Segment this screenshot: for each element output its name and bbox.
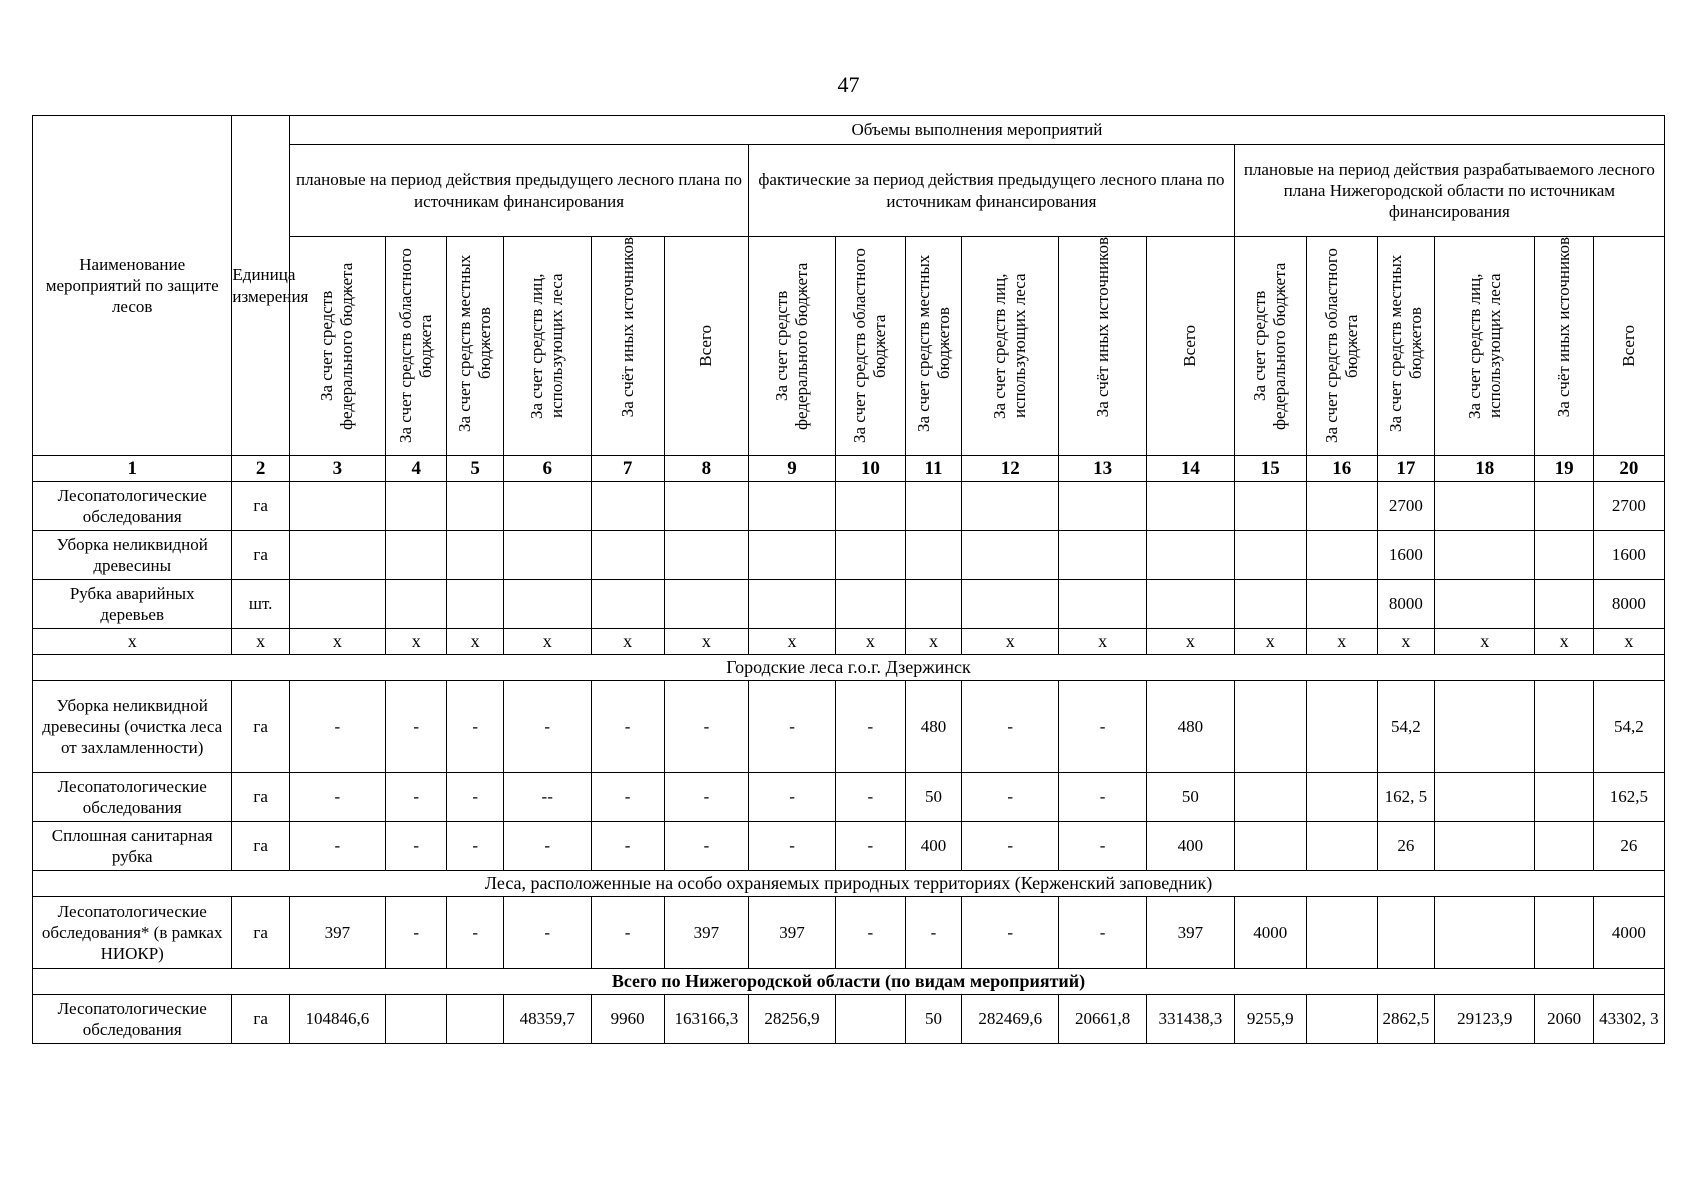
row-value: [749, 580, 836, 629]
row-value: 2060: [1535, 995, 1593, 1044]
row-name: Лесопатологические обследования: [33, 482, 232, 531]
row-value: 50: [905, 995, 961, 1044]
row-name: Уборка неликвидной древесины: [33, 531, 232, 580]
row-value: [1435, 580, 1535, 629]
row-value: 4000: [1234, 897, 1306, 969]
row-value: 480: [1146, 681, 1234, 773]
x-mark: х: [905, 629, 961, 655]
header-subcol: За счет средств федерального бюджета: [289, 237, 385, 456]
row-value: 162, 5: [1377, 773, 1434, 822]
header-unit: Единица измерения: [232, 116, 289, 456]
row-value: [835, 531, 905, 580]
row-value: [1059, 580, 1147, 629]
row-value: 29123,9: [1435, 995, 1535, 1044]
row-value: [1535, 681, 1593, 773]
row-value: [835, 995, 905, 1044]
row-value: 400: [905, 822, 961, 871]
row-value: [962, 580, 1059, 629]
row-value: [385, 531, 447, 580]
column-number: 4: [385, 456, 447, 482]
row-value: 1600: [1377, 531, 1434, 580]
column-number: 15: [1234, 456, 1306, 482]
row-value: 54,2: [1377, 681, 1434, 773]
row-value: [385, 995, 447, 1044]
x-mark: х: [962, 629, 1059, 655]
row-unit: га: [232, 482, 289, 531]
column-number: 8: [664, 456, 749, 482]
header-group-planned-prev: плановые на период действия предыдущего лесного плана по источникам финансирования: [289, 145, 748, 237]
row-value: [1435, 482, 1535, 531]
column-number: 13: [1059, 456, 1147, 482]
row-value: 2700: [1593, 482, 1664, 531]
row-value: -: [447, 897, 503, 969]
row-value: -: [289, 681, 385, 773]
row-value: 50: [905, 773, 961, 822]
column-number: 1: [33, 456, 232, 482]
header-group-actual-prev: фактические за период действия предыдущего лесного плана по источникам финансирования: [749, 145, 1234, 237]
row-value: -: [591, 822, 664, 871]
row-value: [1535, 897, 1593, 969]
row-value: [1146, 482, 1234, 531]
header-group-planned-new: плановые на период действия разрабатываемого лесного плана Нижегородской области по источникам финансирования: [1234, 145, 1664, 237]
row-value: [1234, 482, 1306, 531]
row-value: [1234, 531, 1306, 580]
header-subcol: Всего: [664, 237, 749, 456]
header-subcol: За счёт иных источников: [591, 237, 664, 456]
row-value: [905, 531, 961, 580]
row-value: 43302, 3: [1593, 995, 1664, 1044]
row-value: [1146, 531, 1234, 580]
x-mark: х: [289, 629, 385, 655]
header-top-group: Объемы выполнения мероприятий: [289, 116, 1664, 145]
header-subcol: За счет средств областного бюджета: [385, 237, 447, 456]
forest-protection-table: [32, 115, 1665, 1044]
row-value: 4000: [1593, 897, 1664, 969]
row-value: 397: [289, 897, 385, 969]
row-value: [962, 531, 1059, 580]
row-value: 54,2: [1593, 681, 1664, 773]
row-name: Лесопатологические обследования* (в рамках НИОКР): [33, 897, 232, 969]
row-value: -: [664, 773, 749, 822]
header-subcol: За счет средств местных бюджетов: [1377, 237, 1434, 456]
column-number: 19: [1535, 456, 1593, 482]
x-mark: х: [1593, 629, 1664, 655]
row-value: -: [289, 822, 385, 871]
row-value: [1306, 681, 1377, 773]
row-value: -: [835, 773, 905, 822]
row-value: [1306, 531, 1377, 580]
header-subcol: За счет средств лиц, использующих леса: [1435, 237, 1535, 456]
x-mark: х: [385, 629, 447, 655]
row-value: [749, 482, 836, 531]
column-number: 7: [591, 456, 664, 482]
row-value: -: [835, 681, 905, 773]
row-value: [1234, 773, 1306, 822]
row-value: [1535, 822, 1593, 871]
row-value: [1535, 773, 1593, 822]
row-value: -: [591, 681, 664, 773]
header-subcol: За счёт иных источников: [1535, 237, 1593, 456]
row-name: Сплошная санитарная рубка: [33, 822, 232, 871]
row-value: [1535, 482, 1593, 531]
row-value: -: [385, 773, 447, 822]
row-unit: га: [232, 531, 289, 580]
row-value: [664, 580, 749, 629]
x-mark: х: [749, 629, 836, 655]
row-value: [905, 482, 961, 531]
x-mark: х: [33, 629, 232, 655]
row-value: 397: [749, 897, 836, 969]
row-value: [664, 531, 749, 580]
row-value: [1435, 681, 1535, 773]
row-unit: га: [232, 995, 289, 1044]
x-mark: х: [503, 629, 591, 655]
header-subcol: За счет средств областного бюджета: [1306, 237, 1377, 456]
x-mark: х: [1306, 629, 1377, 655]
row-value: [503, 482, 591, 531]
column-number: 16: [1306, 456, 1377, 482]
row-value: 48359,7: [503, 995, 591, 1044]
row-value: [1234, 822, 1306, 871]
row-value: 104846,6: [289, 995, 385, 1044]
x-mark: х: [1377, 629, 1434, 655]
row-value: [1306, 995, 1377, 1044]
row-name: Лесопатологические обследования: [33, 995, 232, 1044]
row-name: Лесопатологические обследования: [33, 773, 232, 822]
row-value: [1306, 482, 1377, 531]
row-value: 162,5: [1593, 773, 1664, 822]
row-value: 50: [1146, 773, 1234, 822]
row-value: -: [749, 822, 836, 871]
row-unit: га: [232, 897, 289, 969]
column-number: 6: [503, 456, 591, 482]
row-value: [1059, 531, 1147, 580]
row-value: 26: [1593, 822, 1664, 871]
row-value: 9255,9: [1234, 995, 1306, 1044]
row-value: [503, 531, 591, 580]
row-value: [1059, 482, 1147, 531]
row-value: -: [962, 681, 1059, 773]
header-subcol: За счет средств местных бюджетов: [447, 237, 503, 456]
row-value: 20661,8: [1059, 995, 1147, 1044]
row-value: [385, 580, 447, 629]
row-value: [1435, 897, 1535, 969]
column-number: 14: [1146, 456, 1234, 482]
row-value: -: [1059, 773, 1147, 822]
row-value: [749, 531, 836, 580]
column-number: 11: [905, 456, 961, 482]
table-row: [33, 995, 1665, 1044]
row-value: [591, 580, 664, 629]
row-value: -: [749, 773, 836, 822]
table-row: [33, 897, 1665, 969]
x-mark: х: [1146, 629, 1234, 655]
section-title: Леса, расположенные на особо охраняемых природных территориях (Керженский заповедник): [33, 871, 1665, 897]
row-value: -: [664, 681, 749, 773]
row-value: -: [447, 773, 503, 822]
row-value: [1535, 580, 1593, 629]
row-value: [289, 580, 385, 629]
row-value: [1377, 897, 1434, 969]
x-mark: х: [591, 629, 664, 655]
row-value: -: [591, 773, 664, 822]
x-mark: х: [1234, 629, 1306, 655]
row-value: [835, 482, 905, 531]
section-title: Городские леса г.о.г. Дзержинск: [33, 655, 1665, 681]
row-value: -: [835, 897, 905, 969]
header-subcol: Всего: [1146, 237, 1234, 456]
row-value: 28256,9: [749, 995, 836, 1044]
row-value: [1306, 897, 1377, 969]
row-value: 2862,5: [1377, 995, 1434, 1044]
row-value: 1600: [1593, 531, 1664, 580]
row-value: [1234, 681, 1306, 773]
row-value: 26: [1377, 822, 1434, 871]
column-number: 10: [835, 456, 905, 482]
row-value: -: [962, 773, 1059, 822]
row-value: -: [447, 822, 503, 871]
row-name: Рубка аварийных деревьев: [33, 580, 232, 629]
row-value: -: [385, 681, 447, 773]
row-value: -: [503, 897, 591, 969]
x-mark: х: [664, 629, 749, 655]
row-value: 9960: [591, 995, 664, 1044]
row-value: 331438,3: [1146, 995, 1234, 1044]
row-unit: шт.: [232, 580, 289, 629]
row-value: [1435, 822, 1535, 871]
x-mark: х: [447, 629, 503, 655]
header-subcol: За счет средств лиц, использующих леса: [962, 237, 1059, 456]
row-value: [447, 995, 503, 1044]
row-value: 480: [905, 681, 961, 773]
row-unit: га: [232, 773, 289, 822]
row-value: 400: [1146, 822, 1234, 871]
row-value: [1146, 580, 1234, 629]
row-value: [1535, 531, 1593, 580]
row-value: [503, 580, 591, 629]
row-value: -: [289, 773, 385, 822]
row-name: Уборка неликвидной древесины (очистка леса от захламленности): [33, 681, 232, 773]
header-name: Наименование мероприятий по защите лесов: [33, 116, 232, 456]
row-value: [591, 531, 664, 580]
table-row: [33, 773, 1665, 822]
row-value: 163166,3: [664, 995, 749, 1044]
header-subcol: За счет средств федерального бюджета: [749, 237, 836, 456]
row-value: -: [664, 822, 749, 871]
column-number: 17: [1377, 456, 1434, 482]
row-value: [962, 482, 1059, 531]
row-value: [447, 531, 503, 580]
row-value: [1306, 580, 1377, 629]
row-value: -: [905, 897, 961, 969]
row-value: -: [962, 897, 1059, 969]
row-value: [905, 580, 961, 629]
row-unit: га: [232, 822, 289, 871]
row-value: -: [1059, 822, 1147, 871]
row-unit: га: [232, 681, 289, 773]
row-value: [1234, 580, 1306, 629]
row-value: -: [503, 681, 591, 773]
x-mark: х: [1059, 629, 1147, 655]
row-value: [1435, 773, 1535, 822]
x-mark: х: [1435, 629, 1535, 655]
row-value: -: [385, 822, 447, 871]
row-value: 282469,6: [962, 995, 1059, 1044]
header-subcol: За счет средств федерального бюджета: [1234, 237, 1306, 456]
row-value: [1435, 531, 1535, 580]
table-row: [33, 531, 1665, 580]
x-mark: х: [232, 629, 289, 655]
row-value: [385, 482, 447, 531]
row-value: [664, 482, 749, 531]
row-value: [447, 580, 503, 629]
row-value: -: [447, 681, 503, 773]
row-value: 397: [1146, 897, 1234, 969]
row-value: [591, 482, 664, 531]
column-number: 5: [447, 456, 503, 482]
row-value: [835, 580, 905, 629]
header-subcol: Всего: [1593, 237, 1664, 456]
row-value: -: [835, 822, 905, 871]
row-value: -: [1059, 897, 1147, 969]
header-subcol: За счет средств лиц, использующих леса: [503, 237, 591, 456]
row-value: -: [591, 897, 664, 969]
table-row: [33, 580, 1665, 629]
column-number: 2: [232, 456, 289, 482]
row-value: [289, 531, 385, 580]
row-value: 8000: [1593, 580, 1664, 629]
column-number: 20: [1593, 456, 1664, 482]
row-value: -: [503, 822, 591, 871]
header-subcol: За счёт иных источников: [1059, 237, 1147, 456]
row-value: [1306, 773, 1377, 822]
x-mark: х: [1535, 629, 1593, 655]
row-value: 8000: [1377, 580, 1434, 629]
row-value: -: [962, 822, 1059, 871]
column-number: 3: [289, 456, 385, 482]
row-value: -: [1059, 681, 1147, 773]
row-value: 2700: [1377, 482, 1434, 531]
column-number: 9: [749, 456, 836, 482]
table-row: [33, 482, 1665, 531]
row-value: [447, 482, 503, 531]
header-subcol: За счет средств областного бюджета: [835, 237, 905, 456]
header-subcol: За счет средств местных бюджетов: [905, 237, 961, 456]
row-value: [1306, 822, 1377, 871]
section-title: Всего по Нижегородской области (по видам мероприятий): [33, 969, 1665, 995]
row-value: -: [749, 681, 836, 773]
row-value: 397: [664, 897, 749, 969]
table-row: [33, 822, 1665, 871]
column-number: 18: [1435, 456, 1535, 482]
column-number: 12: [962, 456, 1059, 482]
row-value: -: [385, 897, 447, 969]
table-row: [33, 681, 1665, 773]
row-value: --: [503, 773, 591, 822]
page-number: 47: [837, 72, 860, 97]
row-value: [289, 482, 385, 531]
x-mark: х: [835, 629, 905, 655]
